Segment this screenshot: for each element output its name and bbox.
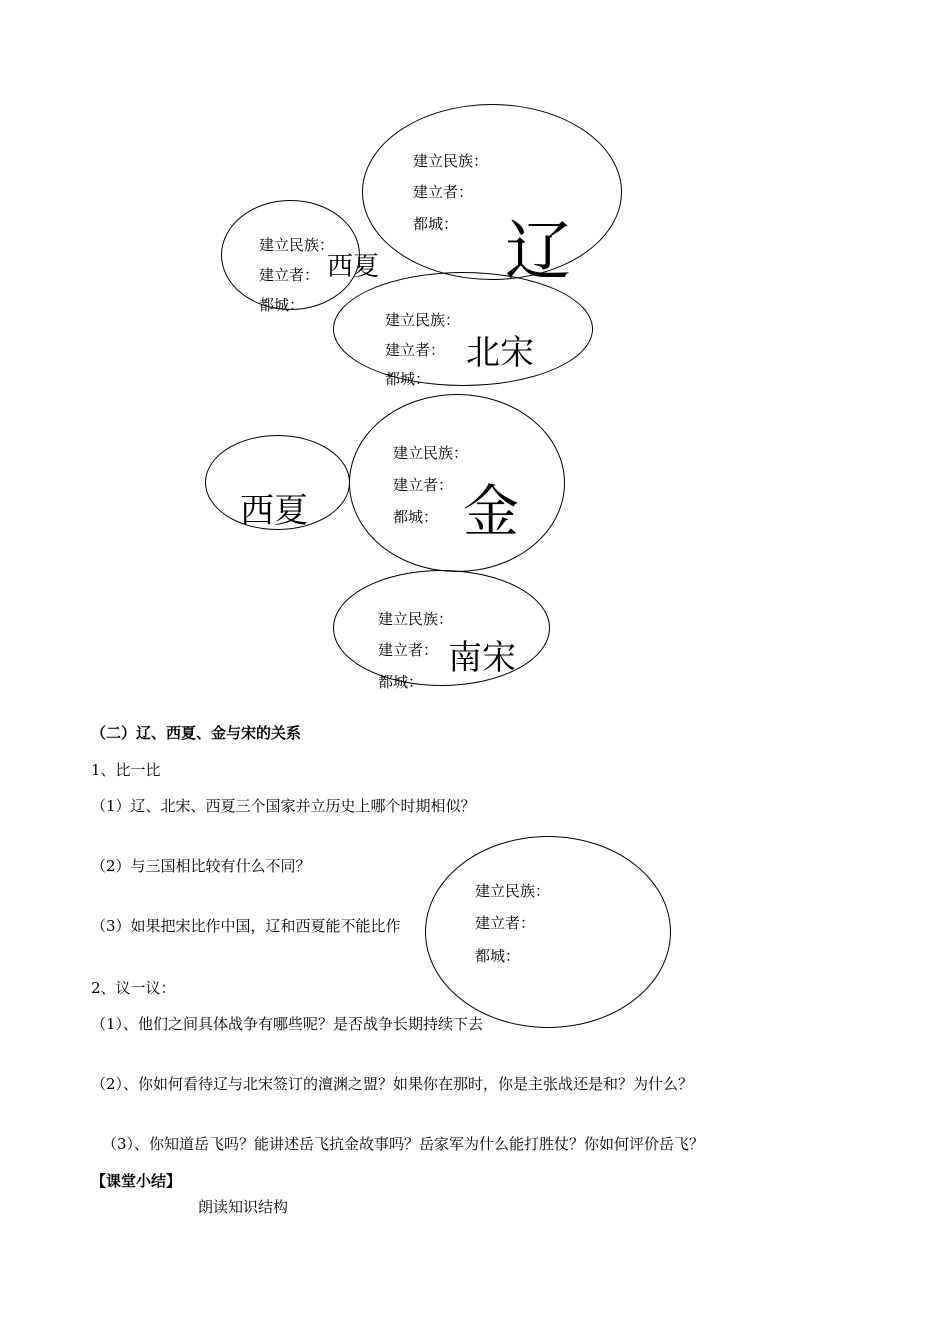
beisong-label-nation: 建立民族： xyxy=(385,311,461,329)
liao-ellipse xyxy=(362,104,622,280)
extra-ellipse xyxy=(425,836,671,1028)
liao-label-founder: 建立者： xyxy=(413,183,474,201)
summary-text: 朗读知识结构 xyxy=(198,1198,289,1216)
jin-label-capital: 都城： xyxy=(393,508,439,526)
section-sub2: 2、议一议： xyxy=(91,979,176,997)
section-heading: （二）辽、西夏、金与宋的关系 xyxy=(91,724,302,742)
xixia-top-label-capital: 都城： xyxy=(259,296,305,314)
xixia-top-name: 西夏 xyxy=(327,252,380,282)
question-3: （3）如果把宋比作中国，辽和西夏能不能比作 xyxy=(91,917,401,935)
xixia-top-label-founder: 建立者： xyxy=(259,266,320,284)
nansong-name: 南宋 xyxy=(448,638,516,678)
liao-label-capital: 都城： xyxy=(413,215,459,233)
nansong-label-capital: 都城： xyxy=(378,673,424,691)
nansong-label-founder: 建立者： xyxy=(378,641,439,659)
beisong-label-capital: 都城： xyxy=(385,370,431,388)
beisong-name: 北宋 xyxy=(466,333,534,373)
xixia-bottom-name: 西夏 xyxy=(240,491,308,531)
nansong-label-nation: 建立民族： xyxy=(378,610,454,628)
extra-label-capital: 都城： xyxy=(475,947,521,965)
question-6: （3）、你知道岳飞吗？能讲述岳飞抗金故事吗？岳家军为什么能打胜仗？你如何评价岳飞？ xyxy=(102,1135,705,1153)
section-sub1: 1、比一比 xyxy=(91,761,161,779)
extra-label-nation: 建立民族： xyxy=(475,882,551,900)
question-2: （2）与三国相比较有什么不同？ xyxy=(91,857,311,875)
jin-label-nation: 建立民族： xyxy=(393,444,469,462)
summary-title: 【课堂小结】 xyxy=(91,1172,182,1190)
liao-label-nation: 建立民族： xyxy=(413,152,489,170)
jin-name: 金 xyxy=(463,480,519,545)
jin-label-founder: 建立者： xyxy=(393,476,454,494)
xixia-top-label-nation: 建立民族： xyxy=(259,236,335,254)
beisong-label-founder: 建立者： xyxy=(385,341,446,359)
question-1: （1）辽、北宋、西夏三个国家并立历史上哪个时期相似？ xyxy=(91,797,476,815)
liao-name: 辽 xyxy=(505,213,571,290)
question-4: （1）、他们之间具体战争有哪些呢？是否战争长期持续下去 xyxy=(91,1015,484,1033)
jin-ellipse xyxy=(349,394,565,572)
extra-label-founder: 建立者： xyxy=(475,914,536,932)
question-5: （2）、你如何看待辽与北宋签订的澶渊之盟？如果你在那时，你是主张战还是和？为什么？ xyxy=(91,1075,694,1093)
